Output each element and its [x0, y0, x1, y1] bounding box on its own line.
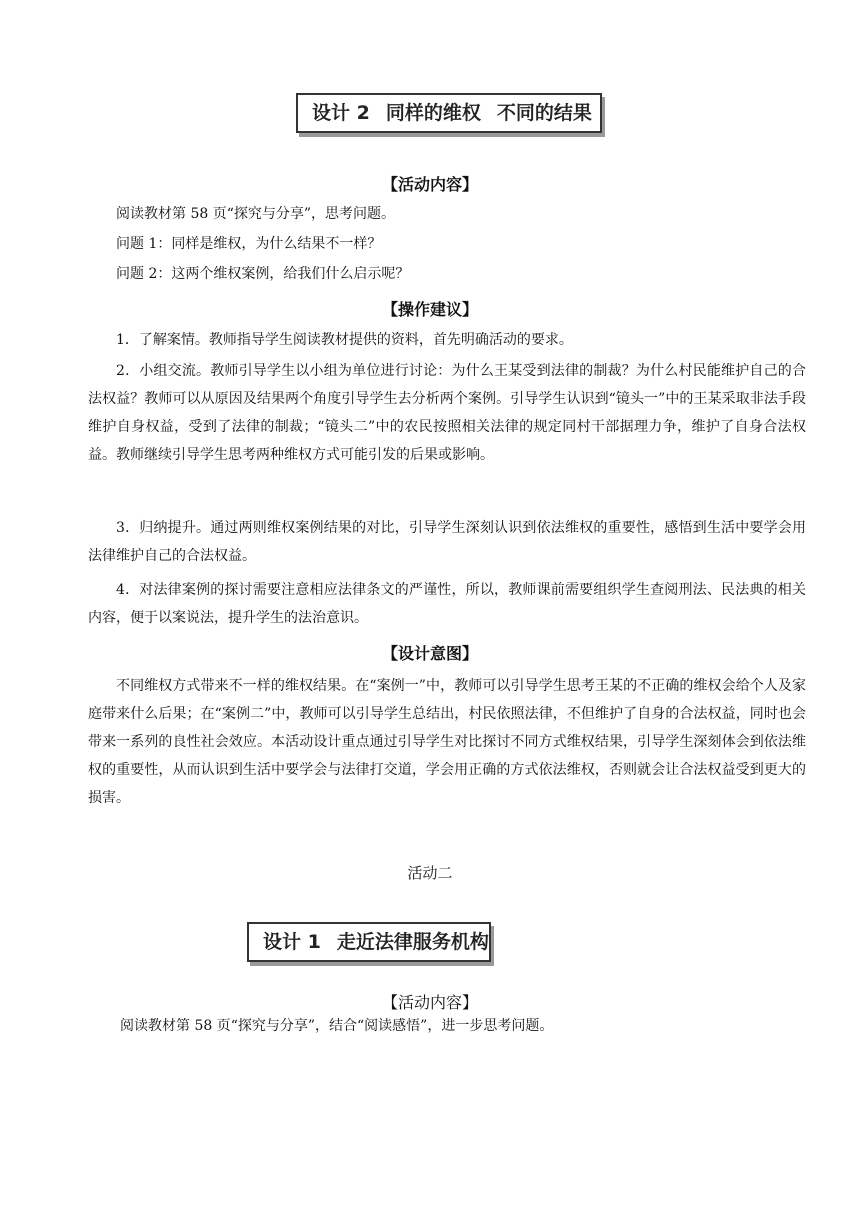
question-2: 问题 2：这两个维权案例，给我们什么启示呢？ — [116, 266, 410, 282]
design1-label: 设计 1 — [263, 931, 321, 953]
design2-title-part2: 不同的结果 — [496, 102, 592, 124]
operation-advice-heading: 【操作建议】 — [381, 300, 478, 319]
design1-title: 走近法律服务机构 — [336, 931, 489, 953]
design-intent-text: 不同维权方式带来不一样的维权结果。在“案例一”中，教师可以引导学生思考王某的不正确的维权会给个人及家庭带来什么后果；在“案例二”中，教师可以引导学生总结出，村民依照法律，不但维护了自身的合法权益，同时也会带来一系列的良性社会效应。本活动设计重点通过引导学生对比探讨不同方式维权结果，引导学生深刻体会到依法维权的重要性，从而认识到生活中要学会与法律打交道，学会用正确的方式依法维权，否则就会让合法权益受到更大的损害。 — [88, 678, 806, 806]
design2-title-box — [296, 93, 602, 133]
activity-content-intro: 阅读教材第 58 页“探究与分享”，思考问题。 — [116, 206, 396, 222]
design1-title-box — [247, 922, 491, 962]
advice-item-4: 4．对法律案例的探讨需要注意相应法律条文的严谨性，所以，教师课前需要组织学生查阅刑法、民法典的相关内容，便于以案说法，提升学生的法治意识。 — [88, 582, 806, 626]
activity-2-intro: 阅读教材第 58 页“探究与分享”，结合“阅读感悟”，进一步思考问题。 — [120, 1018, 554, 1034]
activity-content-heading: 【活动内容】 — [381, 175, 478, 194]
activity-2-content-heading: 【活动内容】 — [381, 993, 478, 1012]
activity-2-title: 活动二 — [407, 864, 453, 882]
advice-item-1: 1．了解案情。教师指导学生阅读教材提供的资料，首先明确活动的要求。 — [116, 332, 573, 348]
advice-item-2: 2．小组交流。教师引导学生以小组为单位进行讨论：为什么王某受到法律的制裁？为什么村民能维护自己的合法权益？教师可以从原因及结果两个角度引导学生去分析两个案例。引导学生认识到“镜头一”中的王某采取非法手段维护自身权益，受到了法律的制裁；“镜头二”中的农民按照相关法律的规定同村干部据理力争，维护了自身合法权益。教师继续引导学生思考两种维权方式可能引发的后果或影响。 — [88, 363, 806, 463]
design2-title-part1: 同样的维权 — [385, 102, 481, 124]
design2-label: 设计 2 — [312, 102, 370, 124]
advice-item-3: 3．归纳提升。通过两则维权案例结果的对比，引导学生深刻认识到依法维权的重要性，感悟到生活中要学会用法律维护自己的合法权益。 — [88, 520, 806, 564]
design-intent-heading: 【设计意图】 — [381, 644, 478, 663]
question-1: 问题 1：同样是维权，为什么结果不一样？ — [116, 236, 382, 252]
